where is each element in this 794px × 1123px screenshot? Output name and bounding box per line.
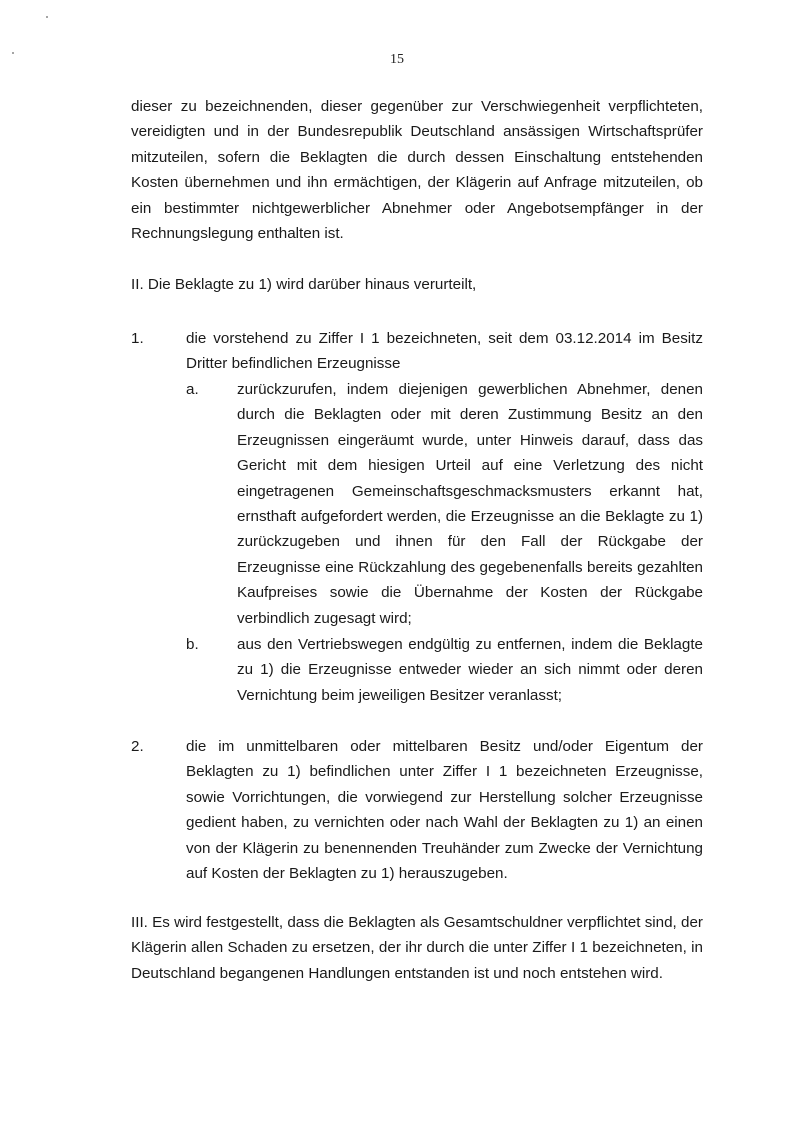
subitem-letter: b. [186, 636, 199, 653]
section-ii-heading: II. Die Beklagte zu 1) wird darüber hinaus verurteilt, [131, 276, 477, 293]
intro-paragraph: dieser zu bezeichnenden, dieser gegenüber zur Verschwiegenheit verpflichteten, vereidigten und in der Bundesrepublik Deutschland ansässigen Wirtschaftsprüfer mitzuteilen, sofern die Beklagten die durch dessen Einschaltung entstehenden Kosten übernehmen und ihn ermächtigen, der Klägerin auf Anfrage mitzuteilen, ob ein bestimmter nichtgewerblicher Abnehmer oder Angebotsempfänger in der Rechnungslegung enthalten ist. [131, 98, 703, 243]
subitem-text: aus den Vertriebswegen endgültig zu entfernen, indem die Beklagte zu 1) die Erzeugnisse entweder wieder an sich nimmt oder deren Vernichtung beim jeweiligen Besitzer veranlasst; [237, 636, 703, 704]
item-text: die vorstehend zu Ziffer I 1 bezeichneten, seit dem 03.12.2014 im Besitz Dritter befindlichen Erzeugnisse [186, 330, 703, 373]
item-number: 2. [131, 738, 144, 755]
scan-speck [46, 16, 48, 18]
item-text: die im unmittelbaren oder mittelbaren Besitz und/oder Eigentum der Beklagten zu 1) befindlichen unter Ziffer I 1 bezeichneten Erzeugnisse, sowie Vorrichtungen, die vorwiegend zur Herstellung solcher Erzeugnisse gedient haben, zu vernichten oder nach Wahl der Beklagten zu 1) an einen von der Klägerin zu benennenden Treuhänder zum Zwecke der Vernichtung auf Kosten der Beklagten zu 1) herauszugeben. [186, 738, 703, 883]
subitem-text: zurückzurufen, indem diejenigen gewerblichen Abnehmer, denen durch die Beklagten oder mit deren Zustimmung Besitz an den Erzeugnissen eingeräumt wurde, unter Hinweis darauf, dass das Gericht mit dem hiesigen Urteil auf eine Verletzung des nicht eingetragenen Gemeinschaftsgeschmacksmusters erkannt hat, ernsthaft aufgefordert werden, die Erzeugnisse an die Beklagte zu 1) zurückzugeben und ihnen für den Fall der Rückgabe der Erzeugnisse eine Rückzahlung des gegebenenfalls bereits gezahlten Kaufpreises sowie die Übernahme der Kosten der Rückgabe verbindlich zugesagt wird; [237, 381, 703, 627]
item-number: 1. [131, 330, 144, 347]
subitem-letter: a. [186, 381, 199, 398]
page-number: 15 [390, 52, 404, 67]
section-iii-paragraph: III. Es wird festgestellt, dass die Beklagten als Gesamtschuldner verpflichtet sind, der Klägerin allen Schaden zu ersetzen, der ihr durch die unter Ziffer I 1 bezeichneten, in Deutschland begangenen Handlungen entstanden ist und noch entstehen wird. [131, 914, 703, 982]
